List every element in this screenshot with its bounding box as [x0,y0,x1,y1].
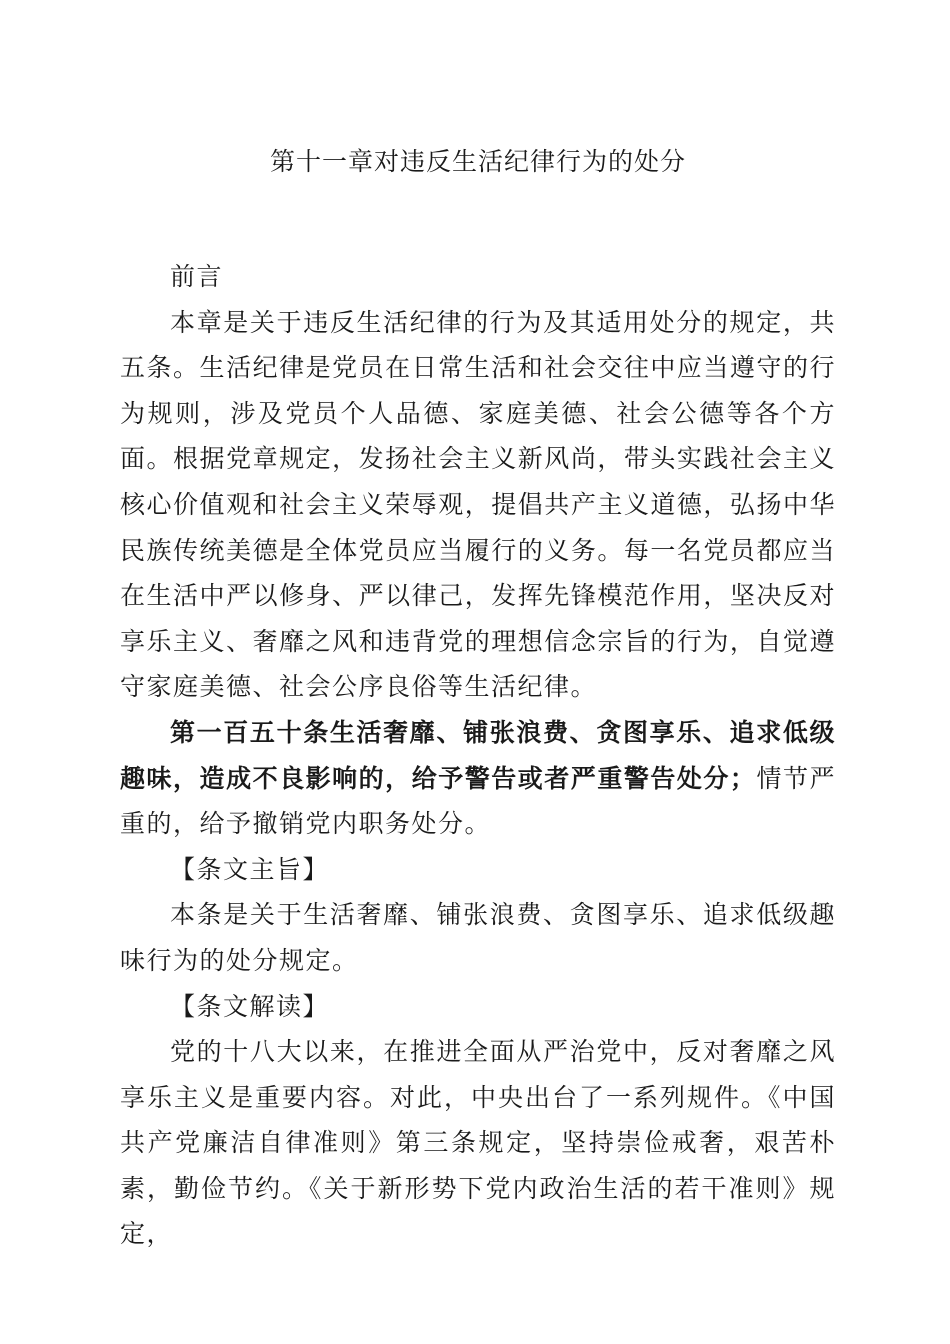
article-150-bold-text: 第一百五十条生活奢靡、铺张浪费、贪图享乐、追求低级趣味，造成不良影响的，给予警告或者严重警告处分； [120,717,836,793]
interpretation-label: 【条文解读】 [170,991,330,1021]
purpose-paragraph: 本条是关于生活奢靡、铺张浪费、贪图享乐、追求低级趣味行为的处分规定。 [120,900,836,975]
article-150-normal-text: 情节严重的，给予撤销党内职务处分。 [120,763,836,839]
chapter-title: 第十一章对违反生活纪律行为的处分 [269,147,686,176]
preface-paragraph: 本章是关于违反生活纪律的行为及其适用处分的规定，共五条。生活纪律是党员在日常生活和社会交往中应当遵守的行为规则，涉及党员个人品德、家庭美德、社会公德等各个方面。根据党章规定，发扬社会主义新风尚，带头实践社会主义核心价值观和社会主义荣辱观，提倡共产主义道德，弘扬中华民族传统美德是全体党员应当履行的义务。每一名党员都应当在生活中严以修身、严以律己，发挥先锋模范作用，坚决反对享乐主义、奢靡之风和违背党的理想信念宗旨的行为，自觉遵守家庭美德、社会公序良俗等生活纪律。 [120,307,836,702]
purpose-label: 【条文主旨】 [170,854,330,884]
interpretation-paragraph: 党的十八大以来，在推进全面从严治党中，反对奢靡之风享乐主义是重要内容。对此，中央出台了一系列规件。《中国共产党廉洁自律准则》第三条规定，坚持崇俭戒奢，艰苦朴素，勤俭节约。《关于新形势下党内政治生活的若干准则》规定， [120,1037,836,1249]
document-page [120,140,836,1257]
article-150-paragraph [120,710,836,847]
preface-label: 前言 [170,262,224,291]
